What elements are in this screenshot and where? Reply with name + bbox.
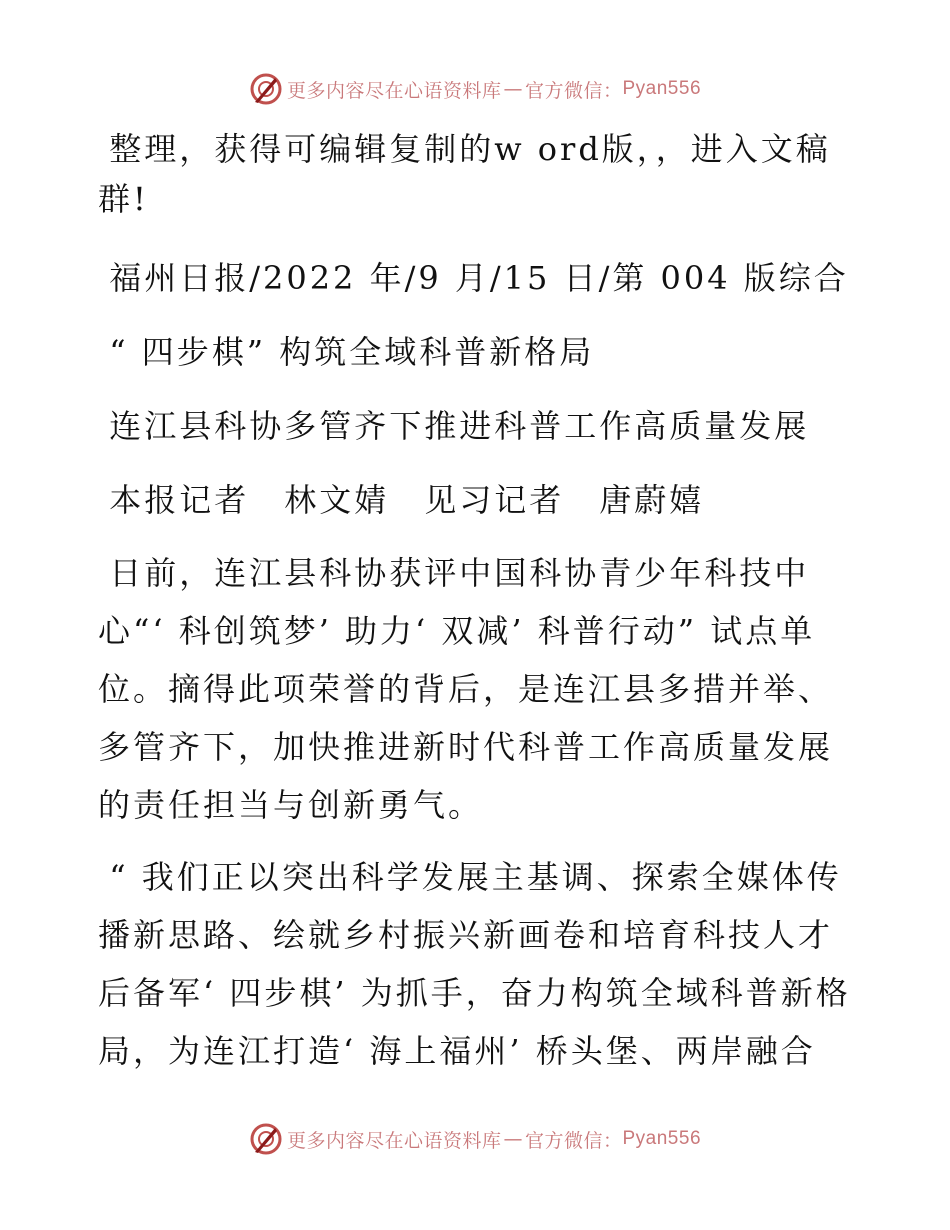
- watermark-separator: —: [503, 78, 523, 100]
- body-paragraph: “ 我们正以突出科学发展主基调、探索全媒体传播新思路、绘就乡村振兴新画卷和培育科技人才后备军‘ 四步棋’ 为抓手，奋力构筑全域科普新格局，为连江打造‘ 海上福州’ 桥头堡、两岸融合: [98, 858, 851, 1070]
- quill-seal-icon: [249, 72, 283, 106]
- watermark-separator: —: [503, 1128, 523, 1150]
- quill-seal-icon: [249, 1122, 283, 1156]
- body-paragraph: 日前，连江县科协获评中国科协青少年科技中心“‘ 科创筑梦’ 助力‘ 双减’ 科普行动” 试点单位。摘得此项荣誉的背后，是连江县多措并举、多管齐下，加快推进新时代科普工作高质量发展的责任担当与创新勇气。: [98, 554, 834, 824]
- byline: 本报记者 林文婧 见习记者 唐蔚嬉: [109, 481, 705, 519]
- watermark-official: 官方微信：: [524, 1129, 623, 1152]
- subheadline: 连江县科协多管齐下推进科普工作高质量发展: [109, 407, 810, 445]
- watermark-text: 更多内容尽在心语资料库: [286, 1129, 502, 1152]
- watermark-wechat-id: Pyan556: [622, 1128, 702, 1149]
- watermark-wechat-id: Pyan556: [622, 78, 702, 99]
- intro-text: 整理，获得可编辑复制的w ord版，，进入文稿群!: [98, 130, 831, 218]
- watermark-official: 官方微信：: [524, 79, 623, 102]
- watermark-text: 更多内容尽在心语资料库: [286, 79, 502, 102]
- headline: “ 四步棋” 构筑全域科普新格局: [109, 333, 595, 371]
- dateline: 福州日报/2022 年/9 月/15 日/第 004 版综合: [109, 259, 849, 297]
- watermark-footer: [0, 1122, 950, 1156]
- document-body: [98, 124, 858, 1080]
- watermark-header: [0, 72, 950, 106]
